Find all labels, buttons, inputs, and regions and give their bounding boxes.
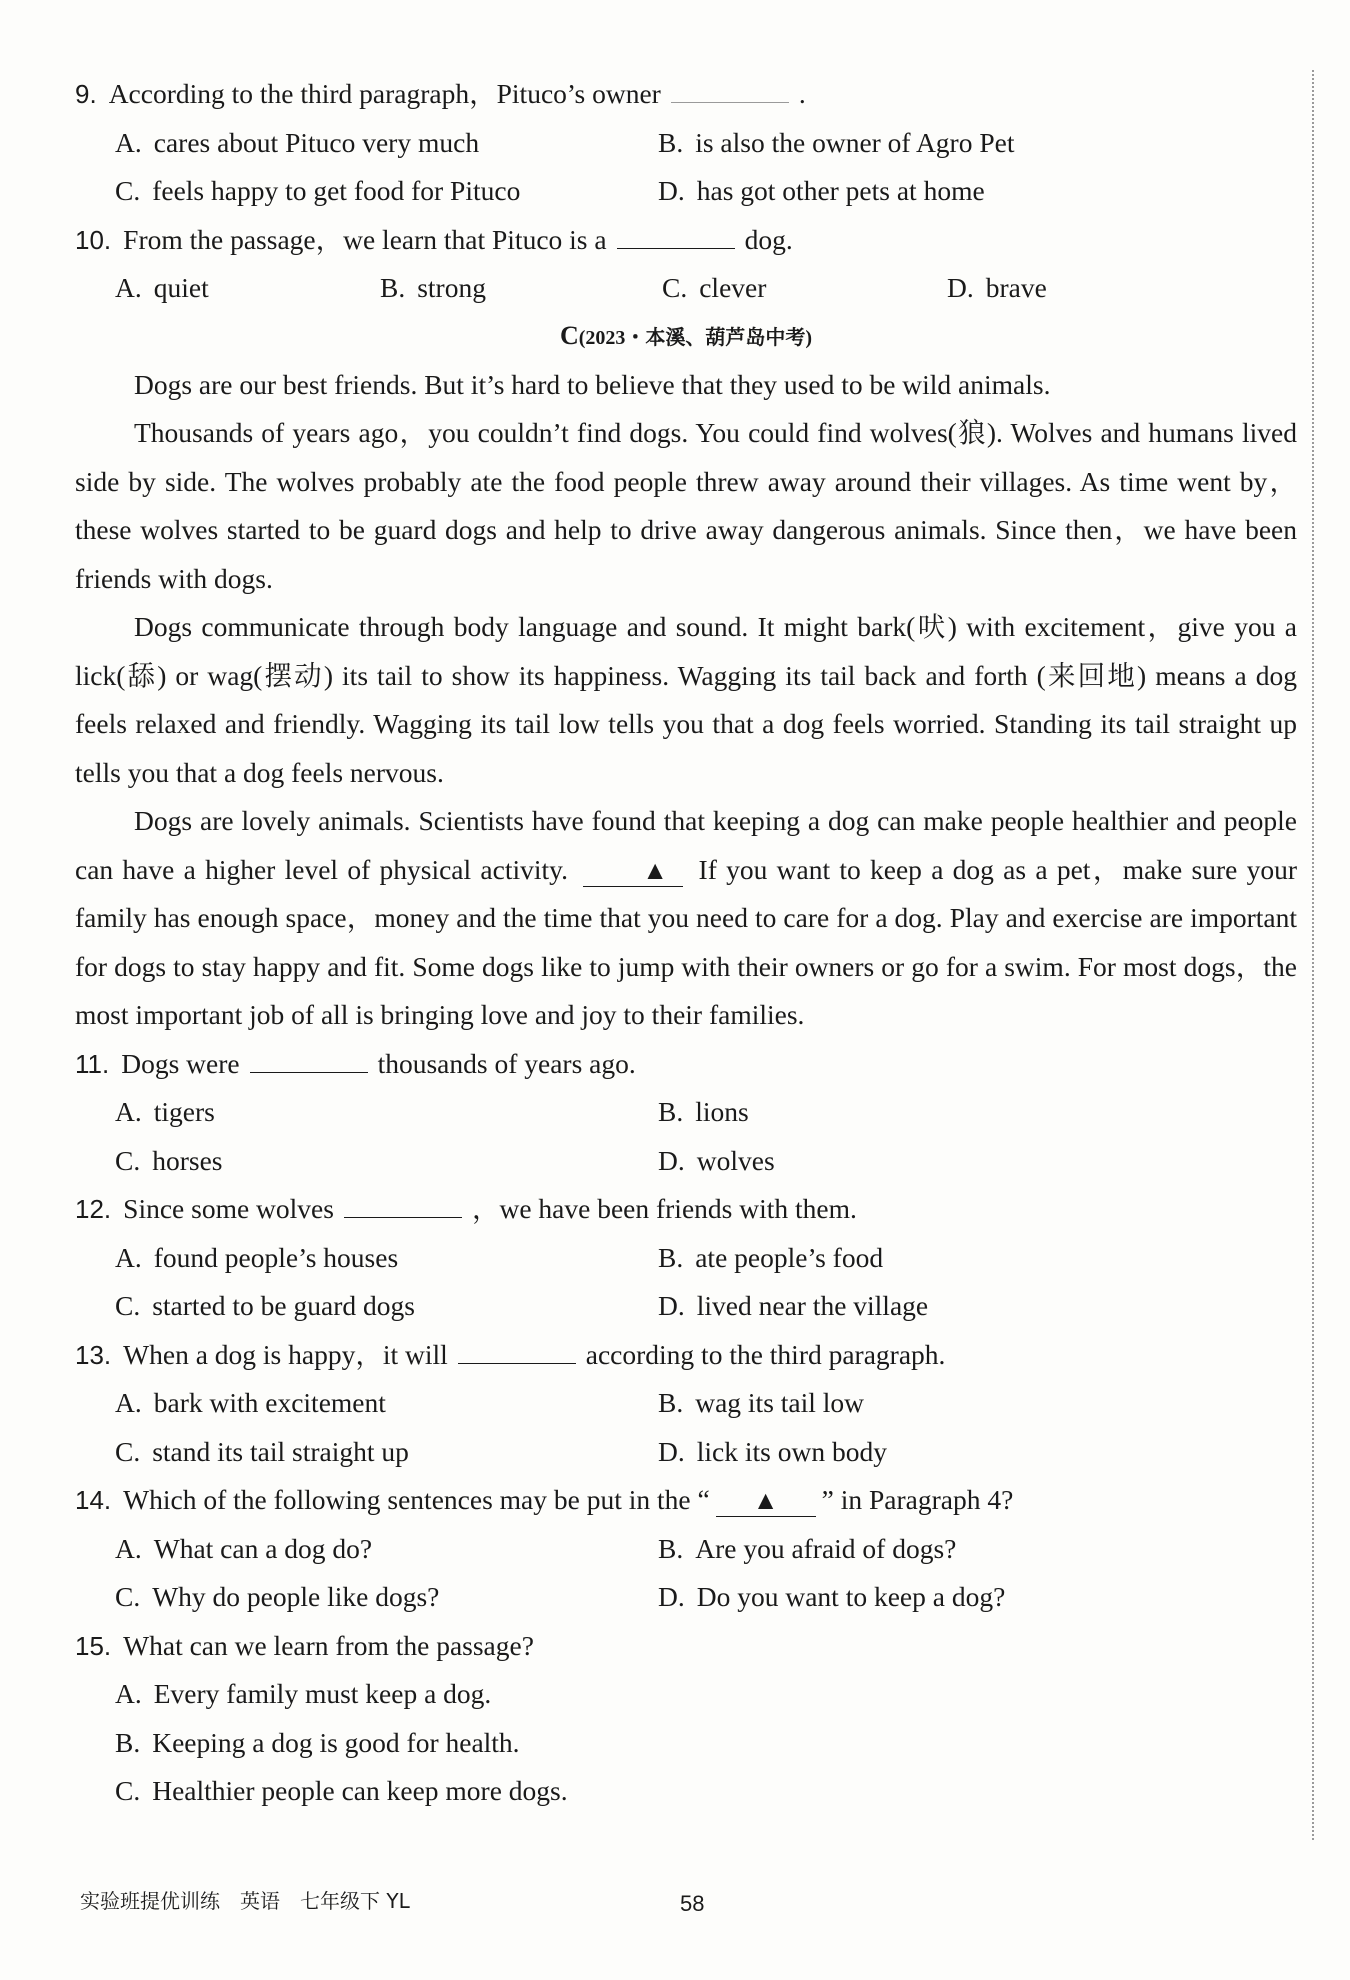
passage-paragraph-4 — [75, 797, 1297, 1040]
option-a — [115, 1379, 658, 1428]
section-source: (2023・本溪、葫芦岛中考) — [578, 326, 813, 349]
question-stem: From the passage，we learn that Pituco is a — [123, 223, 607, 255]
option-letter: D. — [658, 1290, 685, 1321]
question-number: 13. — [75, 1339, 112, 1370]
option-letter: D. — [658, 1435, 685, 1467]
question-stem: What can we learn from the passage? — [123, 1629, 534, 1661]
page-number: 58 — [680, 1891, 705, 1916]
option-b — [380, 264, 662, 313]
question-14 — [75, 1476, 1297, 1525]
option-text: lions — [695, 1096, 749, 1127]
option-letter: C. — [115, 1144, 141, 1176]
passage-paragraph-3: Dogs communicate through body language and sound. It might bark(吠) with excitement，give you a lick(舔) or wag(摆动) its tail to show its happiness. Wagging its tail back and forth (来回地) means a dog feels relaxed and friendly. Wagging its tail low tells you that a dog feels worried. Standing its tail straight up tells you that a dog feels nervous. — [75, 611, 1297, 788]
option-text: What can a dog do? — [153, 1532, 373, 1564]
page-content — [75, 70, 1297, 1816]
question-stem: According to the third paragraph，Pituco’s owner — [108, 78, 661, 109]
paragraph-text: If you want to keep a dog as a pet，make sure your family has enough space，money and the time that you need to care for a dog. Play and exercise are important for dogs to stay happy and fit. Some dogs like to jump with their owners or go for a swim. For most dogs，the most important job of all is bringing love and joy to their families. — [75, 853, 1298, 1030]
option-b — [658, 119, 1201, 168]
question-stem: Dogs were — [121, 1047, 240, 1079]
option-text: Are you afraid of dogs? — [695, 1532, 957, 1564]
option-text: has got other pets at home — [696, 175, 985, 206]
option-letter: B. — [380, 272, 406, 303]
option-a — [115, 119, 658, 168]
option-letter: D. — [658, 175, 685, 206]
options-9 — [75, 119, 1297, 216]
option-a — [115, 264, 380, 313]
option-letter: A. — [115, 1678, 142, 1709]
answer-blank — [344, 1216, 462, 1218]
option-text: tigers — [153, 1096, 215, 1127]
options-15 — [75, 1670, 1297, 1816]
passage-paragraph-1: Dogs are our best friends. But it’s hard to believe that they used to be wild animals. — [134, 368, 1051, 400]
option-b — [658, 1088, 1201, 1137]
option-c — [115, 1428, 658, 1477]
answer-blank — [617, 247, 735, 249]
option-letter: C. — [115, 1581, 141, 1612]
option-text: found people’s houses — [153, 1241, 399, 1273]
question-stem: When a dog is happy，it will — [123, 1338, 448, 1370]
option-b — [658, 1379, 1201, 1428]
option-text: wag its tail low — [695, 1387, 865, 1418]
option-letter: D. — [947, 272, 974, 303]
option-c — [115, 1767, 1115, 1816]
option-letter: B. — [658, 126, 684, 158]
option-c — [115, 1573, 658, 1622]
option-letter: D. — [658, 1144, 685, 1176]
option-letter: C. — [115, 1435, 141, 1467]
answer-blank — [458, 1362, 576, 1364]
option-d — [947, 264, 1187, 313]
option-text: quiet — [153, 272, 209, 303]
option-d — [658, 1573, 1201, 1622]
question-10 — [75, 216, 1297, 265]
question-11 — [75, 1040, 1297, 1089]
option-letter: A. — [115, 1532, 142, 1564]
option-d — [658, 167, 1201, 216]
question-stem-end: thousands of years ago. — [377, 1047, 636, 1079]
option-letter: C. — [115, 175, 141, 206]
question-stem-end: ” in Paragraph 4? — [821, 1484, 1014, 1515]
option-letter: A. — [115, 1241, 142, 1273]
dotted-cut-line — [1312, 70, 1314, 1840]
options-14 — [75, 1525, 1297, 1622]
option-d — [658, 1282, 1201, 1331]
option-text: wolves — [696, 1144, 775, 1176]
options-13 — [75, 1379, 1297, 1476]
option-d — [658, 1137, 1201, 1186]
question-number: 15. — [75, 1630, 112, 1661]
question-stem: Since some wolves — [123, 1193, 334, 1224]
option-text: Why do people like dogs? — [152, 1581, 440, 1612]
option-text: Healthier people can keep more dogs. — [152, 1775, 568, 1806]
question-number: 9. — [75, 79, 97, 109]
answer-blank — [250, 1071, 368, 1073]
option-letter: A. — [115, 1096, 142, 1127]
options-10 — [75, 264, 1297, 313]
answer-blank — [671, 101, 789, 103]
option-c — [115, 1137, 658, 1186]
option-b — [658, 1234, 1201, 1283]
question-stem-end: . — [798, 78, 806, 109]
question-9 — [75, 70, 1297, 119]
option-letter: C. — [115, 1775, 141, 1806]
option-text: stand its tail straight up — [152, 1435, 409, 1467]
option-letter: A. — [115, 1387, 142, 1418]
option-c — [662, 264, 947, 313]
option-letter: A. — [115, 126, 142, 158]
option-letter: A. — [115, 272, 142, 303]
option-text: Do you want to keep a dog? — [696, 1581, 1006, 1612]
option-text: feels happy to get food for Pituco — [152, 175, 521, 206]
option-letter: B. — [658, 1387, 684, 1418]
option-text: cares about Pituco very much — [153, 126, 480, 158]
question-number: 11. — [75, 1048, 110, 1079]
option-text: clever — [699, 272, 767, 303]
question-13 — [75, 1331, 1297, 1380]
question-stem-end: according to the third paragraph. — [585, 1338, 946, 1370]
option-text: brave — [985, 272, 1047, 303]
option-a — [115, 1670, 1115, 1719]
option-b — [115, 1719, 1115, 1768]
question-number: 10. — [75, 224, 112, 255]
option-letter: B. — [658, 1096, 684, 1127]
options-12 — [75, 1234, 1297, 1331]
option-text: Every family must keep a dog. — [153, 1678, 492, 1709]
question-number: 14. — [75, 1485, 112, 1515]
paragraph-text: Dogs are lovely animals. Scientists have found that keeping a dog can make people healthier and people can have a higher level of physical activity. — [75, 805, 1297, 885]
question-stem-end: ，we have been friends with them. — [471, 1193, 857, 1224]
question-15 — [75, 1622, 1297, 1671]
question-stem: Which of the following sentences may be put in the “ — [123, 1484, 710, 1515]
option-letter: B. — [658, 1532, 684, 1564]
option-text: bark with excitement — [153, 1387, 386, 1418]
question-number: 12. — [75, 1194, 112, 1224]
option-letter: B. — [658, 1241, 684, 1273]
question-stem-end: dog. — [744, 223, 793, 255]
option-text: Keeping a dog is good for health. — [152, 1726, 520, 1758]
option-c — [115, 1282, 658, 1331]
option-text: started to be guard dogs — [152, 1290, 415, 1321]
passage-paragraph-2: Thousands of years ago，you couldn’t find dogs. You could find wolves(狼). Wolves and humans lived side by side. The wolves probably ate the food people threw away around their villages. As time went by，these wolves started to be guard dogs and help to drive away dangerous animals. Since then，we have been friends with dogs. — [75, 417, 1297, 594]
section-heading — [75, 313, 1297, 361]
option-text: ate people’s food — [695, 1241, 884, 1273]
option-text: horses — [152, 1144, 223, 1176]
option-a — [115, 1088, 658, 1137]
option-letter: D. — [658, 1581, 685, 1612]
option-letter: B. — [115, 1726, 141, 1758]
option-b — [658, 1525, 1201, 1574]
triangle-blank-marker: ▲ — [716, 1486, 816, 1517]
option-letter: C. — [662, 272, 688, 303]
option-text: is also the owner of Agro Pet — [695, 126, 1015, 158]
option-letter: C. — [115, 1290, 141, 1321]
option-text: lived near the village — [696, 1290, 929, 1321]
option-d — [658, 1428, 1201, 1477]
option-c — [115, 167, 658, 216]
section-label: C — [559, 320, 579, 350]
options-11 — [75, 1088, 1297, 1185]
option-a — [115, 1234, 658, 1283]
book-title: 实验班提优训练 英语 七年级下 YL — [80, 1889, 410, 1913]
question-12 — [75, 1185, 1297, 1234]
option-text: strong — [417, 272, 486, 303]
triangle-blank-marker: ▲ — [583, 856, 683, 887]
option-text: lick its own body — [696, 1435, 887, 1467]
option-a — [115, 1525, 658, 1574]
